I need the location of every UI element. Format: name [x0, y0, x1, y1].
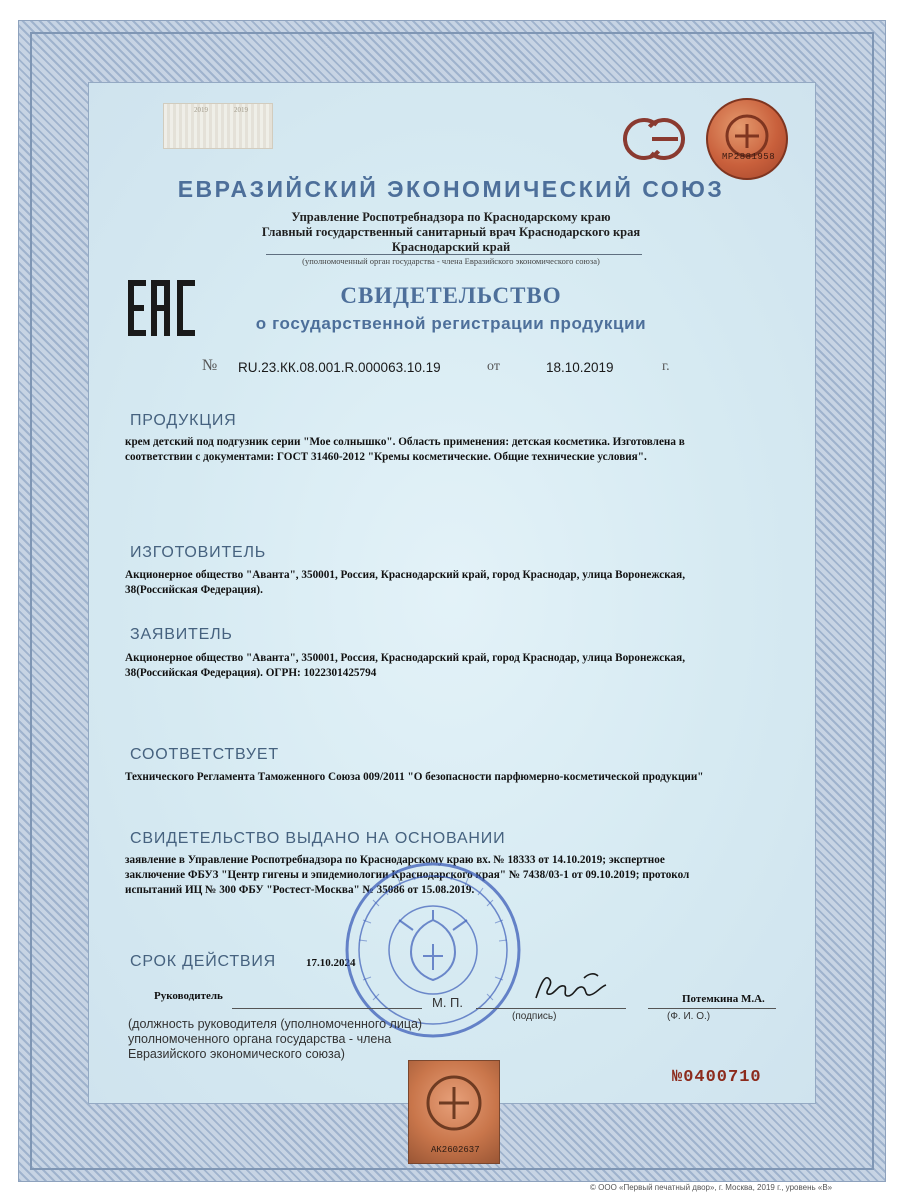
product-heading: ПРОДУКЦИЯ — [130, 412, 237, 429]
applicant-heading: ЗАЯВИТЕЛЬ — [130, 626, 233, 643]
hologram-serial: АК2602637 — [431, 1145, 480, 1155]
divider — [266, 254, 642, 255]
basis-text: заявление в Управление Роспотребнадзора по Краснодарскому краю вх. № 18333 от 14.10.2019; экспертное заключение ФБУЗ "Центр гигены и эпидемиологии Краснодарского края" № 7438/03-1 от 09.10.2019; протокол испытаний ИЦ № 300 ФБУ "Ростест-Москва" № 35086 от 15.08.2019. — [125, 854, 690, 896]
document-title: СВИДЕТЕЛЬСТВО — [340, 283, 562, 308]
certificate-number: RU.23.КК.08.001.R.000063.10.19 — [238, 360, 441, 375]
blank-number: №0400710 — [672, 1068, 762, 1087]
signature-caption: (подпись) — [512, 1011, 557, 1022]
issue-date: 18.10.2019 — [546, 360, 614, 375]
authority-line: Краснодарский край — [391, 240, 511, 254]
conforms-heading: СООТВЕТСТВУЕТ — [130, 746, 279, 763]
applicant-text: Акционерное общество "Аванта", 350001, Россия, Краснодарский край, город Краснодар, улица Воронежская, 38(Российская Федерация). ОГРН: 1022301425794 — [125, 652, 685, 679]
stamp-place-label: М. П. — [432, 995, 464, 1010]
year-suffix: г. — [662, 359, 670, 374]
authority-line: Управление Роспотребнадзора по Краснодарскому краю — [291, 210, 611, 224]
manufacturer-heading: ИЗГОТОВИТЕЛЬ — [130, 544, 267, 561]
date-from-label: от — [487, 359, 500, 374]
hologram-mark: 2019 — [194, 106, 208, 114]
handwritten-signature-icon — [528, 968, 618, 1008]
conformity-mark-icon — [622, 115, 686, 163]
validity-heading: СРОК ДЕЙСТВИЯ — [130, 953, 277, 970]
name-line — [648, 1008, 776, 1009]
signature-line — [476, 1008, 626, 1009]
basis-heading: СВИДЕТЕЛЬСТВО ВЫДАНО НА ОСНОВАНИИ — [130, 830, 506, 847]
seal-serial: МР2881958 — [722, 152, 776, 162]
number-sign: № — [202, 357, 218, 374]
authority-block — [88, 210, 814, 255]
name-caption: (Ф. И. О.) — [667, 1011, 711, 1022]
product-text: крем детский под подгузник серии "Мое солнышко". Область применения: детская косметика. Изготовлена в соответствии с документами: ГОСТ 31460-2012 "Кремы косметические. Общие технические условия". — [125, 436, 685, 463]
printer-note: © ООО «Первый печатный двор», г. Москва, 2019 г., уровень «В» — [590, 1183, 833, 1192]
hologram-seal-icon — [706, 98, 788, 180]
authority-line: Главный государственный санитарный врач Краснодарского края — [261, 225, 641, 239]
manufacturer-text: Акционерное общество "Аванта", 350001, Россия, Краснодарский край, город Краснодар, улица Воронежская, 38(Российская Федерация). — [125, 569, 685, 596]
hologram-sticker-icon — [408, 1060, 500, 1164]
hologram-strip — [163, 103, 273, 149]
document-subtitle: о государственной регистрации продукции — [255, 314, 647, 333]
signer-name: Потемкина М.А. — [682, 993, 765, 1005]
official-stamp-icon — [343, 860, 523, 1040]
authority-note: (уполномоченный орган государства - члена Евразийского экономического союза) — [302, 256, 600, 266]
validity-date: 17.10.2024 — [306, 957, 356, 969]
hologram-mark: 2019 — [234, 106, 248, 114]
role-label: Руководитель — [154, 990, 223, 1002]
position-note: (должность руководителя (уполномоченного лица) уполномоченного органа государства - члена Евразийского экономического союза) — [128, 1017, 423, 1061]
conforms-text: Технического Регламента Таможенного Союза 009/2011 "О безопасности парфюмерно-косметической продукции" — [125, 771, 704, 783]
union-title: ЕВРАЗИЙСКИЙ ЭКОНОМИЧЕСКИЙ СОЮЗ — [177, 176, 725, 202]
role-signature-line — [232, 1008, 422, 1009]
